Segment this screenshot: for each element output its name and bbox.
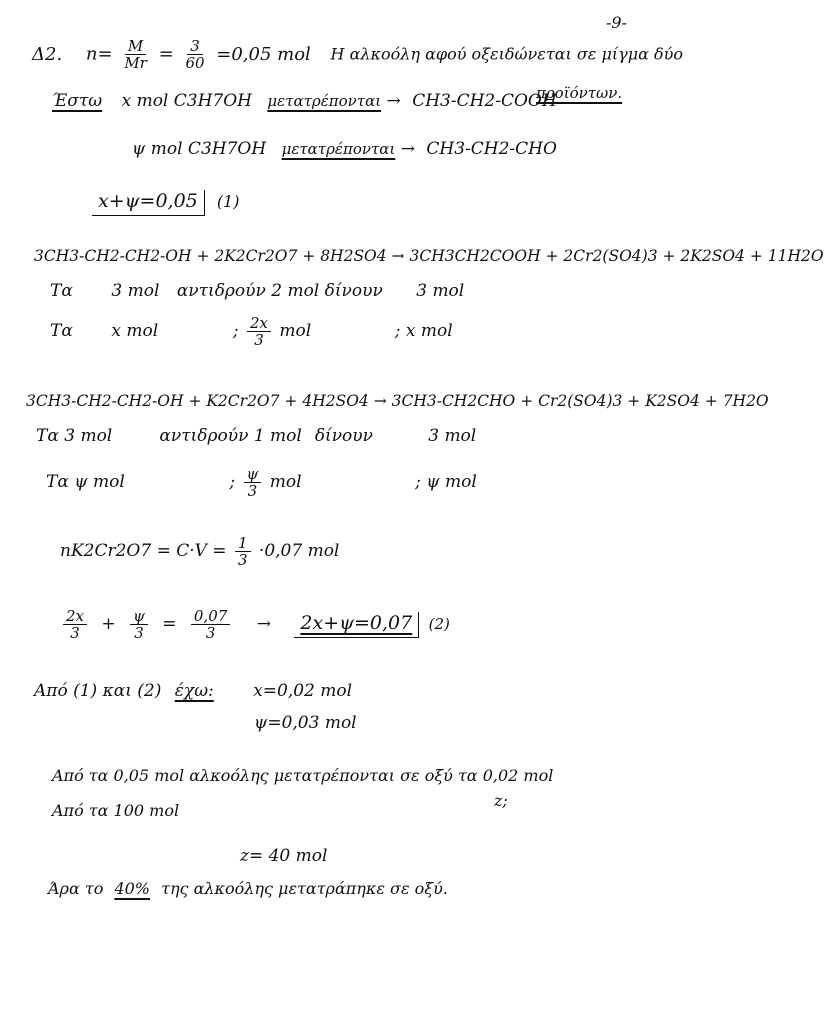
reaction-1-row-1 [50,280,464,302]
arrow-label-y: μετατρέπονται [281,140,396,158]
row-label: Τα ψ mol [46,472,125,492]
row-text: αντιδρούν 1 mol [159,426,302,446]
question-label: Δ2. [32,43,63,65]
plus-sign: + [101,614,116,634]
fraction-3-over-60: $\frac{3}{60}$ [185,37,205,72]
dichromate-moles [60,535,339,568]
arrow-label-x: μετατρέπονται [267,92,382,110]
final-statement [48,878,448,900]
reaction-2-row-1 [36,425,476,447]
equals-sign: = [158,43,174,65]
fraction-1-over-3: $\frac{1}{3}$ [235,535,251,568]
solve-line [34,680,352,702]
let-y-text: ψ mol C3H7OH [132,139,267,159]
moles-lhs: nK2Cr2O7 = C·V = [60,541,227,561]
let-x-line [52,90,557,112]
row-product-amount: ; x mol [394,321,453,341]
page-number: -9- [606,13,627,32]
equation-two [60,608,450,641]
row-question: ; [232,321,239,341]
equation-one-tag: (1) [216,192,240,211]
product-acid: CH3-CH2-COOH [412,91,557,111]
fraction-psi-3: $\frac{\psi}{3}$ [130,608,148,641]
implies-arrow: → [256,614,271,634]
final-percent: 40% [114,879,150,898]
remark-text: Η αλκοόλη αφού οξειδώνεται σε μίγμα δύο [330,44,683,64]
fraction-mass-over-mr: $\frac{M}{Mr}$ [124,37,147,72]
row-unit: mol [269,472,302,492]
row-question: ; [229,472,236,492]
row-label: Τα 3 mol [36,426,113,446]
row-product-amount: 3 mol [416,281,465,301]
row-amount: x mol [111,321,159,341]
row-text: αντιδρούν 2 mol δίνουν [176,281,383,301]
let-prefix: Έστω [52,91,103,111]
equation-two-box: 2x+ψ=0,07 [294,612,419,638]
arrow-y: → [400,139,415,159]
final-pre: Άρα το [48,879,104,898]
conclusion-line-1: Από τα 0,05 mol αλκοόλης μετατρέπονται σε οξύ τα 0,02 mol [52,766,554,785]
row-label: Τα [50,321,73,341]
equals-sign: = [162,614,177,634]
z-value: z= 40 mol [240,846,328,866]
product-aldehyde: CH3-CH2-CHO [426,139,557,159]
let-y-line [132,138,557,160]
row-text-2: δίνουν [314,426,373,446]
final-post: της αλκοόλης μετατράπηκε σε οξύ. [161,879,448,898]
equation-one [92,190,239,216]
fraction-2x-3: $\frac{2x}{3}$ [63,608,87,641]
reaction-2-equation: 3CH3-CH2-CH2-OH + K2Cr2O7 + 4H2SO4 → 3CH3-CH2CHO + Cr2(SO4)3 + K2SO4 + 7H2O [26,392,769,410]
row-label: Τα [50,281,73,301]
reaction-1-equation: 3CH3-CH2-CH2-OH + 2K2Cr2O7 + 8H2SO4 → 3CH3CH2COOH + 2Cr2(SO4)3 + 2K2SO4 + 11H2O [34,247,824,265]
moles-rhs: ·0,07 mol [258,541,340,561]
solve-have: έχω: [174,681,214,701]
y-value: ψ=0,03 mol [254,713,357,733]
equation-two-tag: (2) [428,615,450,633]
fraction-psi-over-3: $\frac{\psi}{3}$ [244,466,262,499]
arrow-x: → [386,91,401,111]
reaction-2-row-2 [46,466,477,499]
let-x-text: x mol C3H7OH [121,91,252,111]
products-remark: προϊόντων. [536,84,623,102]
row-unit: mol [279,321,312,341]
solve-intro: Από (1) και (2) [34,681,162,701]
fraction-2x-over-3: $\frac{2x}{3}$ [247,315,271,348]
z-question: z; [494,791,508,810]
reaction-1-row-2 [50,315,453,348]
row-product-amount: 3 mol [428,426,477,446]
row-amount: 3 mol [111,281,160,301]
fraction-007-3: $\frac{0,07}{3}$ [191,608,230,641]
header-line [32,38,683,71]
row-product-amount: ; ψ mol [415,472,477,492]
equation-one-box: x+ψ=0,05 [92,190,205,216]
x-value: x=0,02 mol [253,681,353,701]
n-lhs: n= [85,43,113,65]
n-result: =0,05 mol [216,43,311,65]
conclusion-line-2: Από τα 100 mol [52,801,180,820]
